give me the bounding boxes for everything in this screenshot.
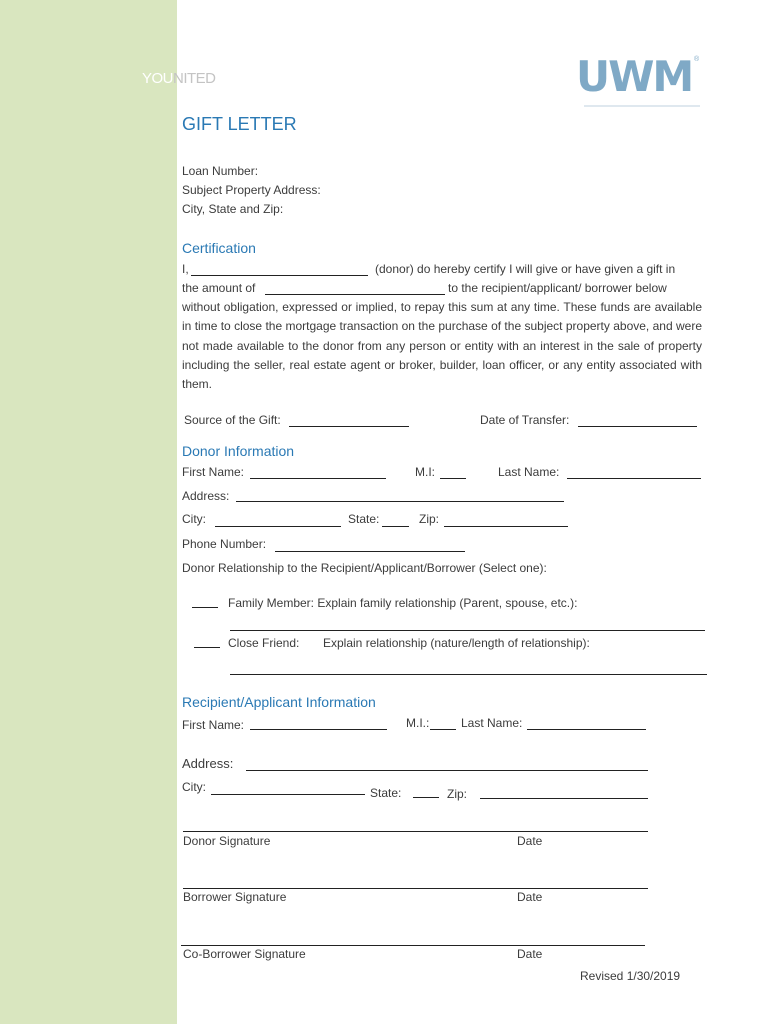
recipient-first-name-label: First Name: [182, 718, 245, 732]
donor-zip-label: Zip: [419, 512, 440, 526]
recipient-city-label: City: [182, 780, 206, 794]
logo-tagline-bar [584, 105, 700, 107]
donor-city-label: City: [182, 512, 206, 526]
donor-address-field[interactable] [236, 501, 564, 502]
donor-first-name-field[interactable] [250, 478, 386, 479]
cert-line2-suffix: to the recipient/applicant/ borrower below [448, 281, 667, 295]
borrower-date-label: Date [517, 890, 543, 904]
donor-mi-field[interactable] [440, 478, 466, 479]
recipient-state-field[interactable] [413, 797, 439, 798]
borrower-signature-line[interactable] [183, 888, 648, 889]
co-borrower-date-label: Date [517, 947, 543, 961]
certification-heading: Certification [182, 240, 256, 256]
tagline-rest: NITED [173, 70, 216, 87]
donor-phone-field[interactable] [275, 551, 465, 552]
cert-line1-prefix: I, [182, 262, 189, 276]
donor-last-name-label: Last Name: [498, 465, 560, 479]
donor-last-name-field[interactable] [567, 478, 701, 479]
close-friend-checkbox[interactable] [194, 647, 220, 648]
cert-line1-suffix: (donor) do hereby certify I will give or have given a gift in [375, 262, 676, 276]
family-member-checkbox[interactable] [192, 607, 218, 608]
sidebar-band [0, 0, 177, 1024]
recipient-last-name-field[interactable] [527, 729, 646, 730]
loan-number-label: Loan Number: [182, 164, 259, 178]
revised-date: Revised 1/30/2019 [580, 969, 681, 983]
property-address-label: Subject Property Address: [182, 183, 321, 197]
recipient-mi-field[interactable] [430, 729, 456, 730]
uwm-logo [576, 54, 702, 114]
donor-address-label: Address: [182, 489, 230, 503]
recipient-city-field[interactable] [211, 794, 365, 795]
donor-city-field[interactable] [215, 526, 341, 527]
donor-state-label: State: [348, 512, 380, 526]
date-of-transfer-label: Date of Transfer: [480, 413, 570, 427]
donor-mi-label: M.I: [415, 465, 435, 479]
donor-state-field[interactable] [382, 526, 409, 527]
family-member-option: Family Member: Explain family relationship (Parent, spouse, etc.): [228, 596, 578, 610]
logo-text: UWM [576, 52, 693, 101]
date-of-transfer-field[interactable] [578, 426, 697, 427]
source-of-gift-label: Source of the Gift: [184, 413, 281, 427]
donor-relationship-label: Donor Relationship to the Recipient/Applicant/Borrower (Select one): [182, 561, 547, 575]
donor-information-heading: Donor Information [182, 443, 295, 459]
logo-reg-mark: ® [694, 56, 700, 63]
recipient-zip-field[interactable] [480, 798, 648, 799]
recipient-last-name-label: Last Name: [461, 716, 523, 730]
page-title: GIFT LETTER [182, 114, 297, 134]
borrower-signature-label: Borrower Signature [183, 890, 287, 904]
city-state-zip-label: City, State and Zip: [182, 202, 284, 216]
recipient-address-label: Address: [182, 756, 234, 771]
donor-signature-label: Donor Signature [183, 834, 271, 848]
donor-first-name-label: First Name: [182, 465, 245, 479]
cert-line2-prefix: the amount of [182, 281, 256, 295]
recipient-address-field[interactable] [246, 770, 648, 771]
gift-amount-field[interactable] [265, 294, 445, 295]
friend-relationship-label: Explain relationship (nature/length of relationship): [323, 636, 590, 650]
donor-name-field[interactable] [191, 275, 368, 276]
recipient-first-name-field[interactable] [250, 729, 387, 730]
recipient-information-heading: Recipient/Applicant Information [182, 694, 376, 710]
recipient-mi-label: M.I.: [406, 716, 430, 730]
you-united-tagline [142, 70, 216, 87]
donor-zip-field[interactable] [444, 526, 568, 527]
friend-relationship-field[interactable] [230, 674, 707, 675]
recipient-state-label: State: [370, 786, 402, 800]
close-friend-option: Close Friend: [228, 636, 300, 650]
certification-body: without obligation, expressed or implied, to repay this sum at any time. These funds are available in time to close the mortgage transaction on the purchase of the subject property above, and were not made available to the donor from any person or entity with an interest in the sale of property including the seller, real estate agent or broker, builder, loan officer, or any entity associated with them. [182, 300, 702, 392]
donor-signature-line[interactable] [183, 831, 648, 832]
tagline-you: YOU [142, 70, 174, 87]
donor-date-label: Date [517, 834, 543, 848]
recipient-zip-label: Zip: [447, 787, 468, 801]
family-relationship-field[interactable] [230, 630, 705, 631]
co-borrower-signature-line[interactable] [181, 945, 645, 946]
donor-phone-label: Phone Number: [182, 537, 267, 551]
source-of-gift-field[interactable] [289, 426, 409, 427]
co-borrower-signature-label: Co-Borrower Signature [183, 947, 306, 961]
